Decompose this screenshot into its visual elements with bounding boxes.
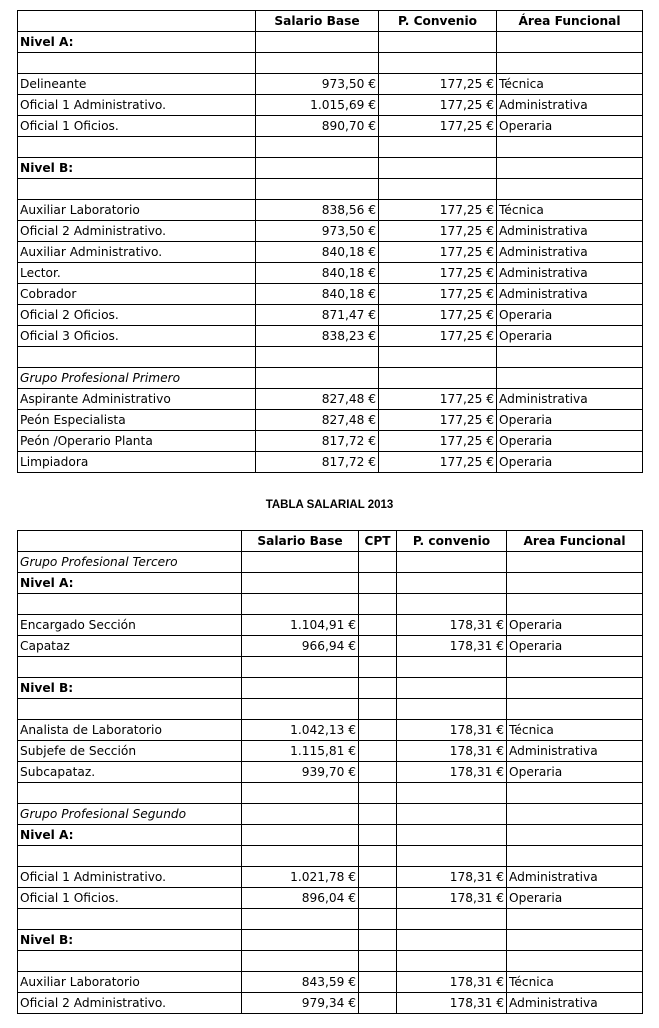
empty-cell [507, 825, 643, 846]
group-label: Grupo Profesional Tercero [18, 552, 242, 573]
spacer-row [18, 53, 643, 74]
empty-cell [507, 930, 643, 951]
table-row [18, 431, 643, 452]
base-salary-cell: 843,59 € [242, 972, 359, 993]
table-row [18, 720, 643, 741]
table-row [18, 993, 643, 1014]
empty-cell [507, 594, 643, 615]
table-row [18, 615, 643, 636]
spacer-row [18, 909, 643, 930]
empty-cell [379, 347, 497, 368]
table-row [18, 74, 643, 95]
table-row [18, 452, 643, 473]
spacer-row [18, 846, 643, 867]
empty-cell [359, 657, 397, 678]
spacer-row [18, 594, 643, 615]
agreement-bonus-cell: 177,25 € [379, 431, 497, 452]
level-label: Nivel B: [18, 930, 242, 951]
cpt-cell [359, 636, 397, 657]
column-header: Salario Base [242, 531, 359, 552]
empty-cell [507, 846, 643, 867]
functional-area-cell: Operaria [497, 452, 643, 473]
empty-cell [497, 53, 643, 74]
empty-cell [18, 137, 256, 158]
empty-cell [507, 951, 643, 972]
empty-cell [507, 783, 643, 804]
level-header-row [18, 158, 643, 179]
agreement-bonus-cell: 178,31 € [397, 720, 507, 741]
base-salary-cell: 1.021,78 € [242, 867, 359, 888]
agreement-bonus-cell: 178,31 € [397, 993, 507, 1014]
empty-cell [18, 179, 256, 200]
functional-area-cell: Técnica [497, 200, 643, 221]
base-salary-cell: 896,04 € [242, 888, 359, 909]
empty-cell [256, 179, 379, 200]
empty-cell [359, 825, 397, 846]
table-row [18, 200, 643, 221]
table-row [18, 305, 643, 326]
empty-cell [397, 783, 507, 804]
job-title-cell: Oficial 3 Oficios. [18, 326, 256, 347]
empty-cell [359, 573, 397, 594]
empty-cell [397, 594, 507, 615]
agreement-bonus-cell: 177,25 € [379, 116, 497, 137]
empty-cell [18, 909, 242, 930]
empty-cell [242, 783, 359, 804]
table-row [18, 326, 643, 347]
salary-table-2013 [17, 530, 643, 1014]
agreement-bonus-cell: 177,25 € [379, 452, 497, 473]
group-header-row [18, 552, 643, 573]
level-header-row [18, 573, 643, 594]
base-salary-cell: 840,18 € [256, 284, 379, 305]
functional-area-cell: Operaria [507, 762, 643, 783]
header-row [18, 11, 643, 32]
agreement-bonus-cell: 178,31 € [397, 762, 507, 783]
empty-cell [507, 573, 643, 594]
job-title-cell: Analista de Laboratorio [18, 720, 242, 741]
empty-cell [497, 347, 643, 368]
cpt-cell [359, 867, 397, 888]
level-label: Nivel A: [18, 825, 242, 846]
spacer-row [18, 783, 643, 804]
job-title-cell: Auxiliar Laboratorio [18, 972, 242, 993]
empty-cell [18, 594, 242, 615]
job-title-cell: Capataz [18, 636, 242, 657]
functional-area-cell: Administrativa [507, 741, 643, 762]
agreement-bonus-cell: 178,31 € [397, 741, 507, 762]
empty-cell [18, 951, 242, 972]
base-salary-cell: 973,50 € [256, 74, 379, 95]
empty-cell [507, 909, 643, 930]
empty-cell [397, 930, 507, 951]
job-title-cell: Subjefe de Sección [18, 741, 242, 762]
empty-cell [242, 699, 359, 720]
base-salary-cell: 838,23 € [256, 326, 379, 347]
job-title-cell: Peón /Operario Planta [18, 431, 256, 452]
empty-cell [397, 552, 507, 573]
cpt-cell [359, 888, 397, 909]
empty-cell [397, 951, 507, 972]
empty-cell [379, 53, 497, 74]
column-header [18, 531, 242, 552]
level-header-row [18, 930, 643, 951]
functional-area-cell: Operaria [497, 326, 643, 347]
job-title-cell: Limpiadora [18, 452, 256, 473]
base-salary-cell: 973,50 € [256, 221, 379, 242]
functional-area-cell: Técnica [507, 720, 643, 741]
agreement-bonus-cell: 177,25 € [379, 95, 497, 116]
agreement-bonus-cell: 177,25 € [379, 263, 497, 284]
group-label: Grupo Profesional Primero [18, 368, 256, 389]
job-title-cell: Oficial 2 Administrativo. [18, 993, 242, 1014]
empty-cell [242, 594, 359, 615]
empty-cell [256, 347, 379, 368]
cpt-cell [359, 993, 397, 1014]
empty-cell [242, 846, 359, 867]
functional-area-cell: Operaria [497, 431, 643, 452]
agreement-bonus-cell: 177,25 € [379, 242, 497, 263]
agreement-bonus-cell: 178,31 € [397, 867, 507, 888]
empty-cell [18, 699, 242, 720]
functional-area-cell: Administrativa [497, 95, 643, 116]
empty-cell [359, 804, 397, 825]
cpt-cell [359, 615, 397, 636]
empty-cell [379, 179, 497, 200]
empty-cell [397, 909, 507, 930]
level-label: Nivel A: [18, 573, 242, 594]
cpt-cell [359, 762, 397, 783]
job-title-cell: Encargado Sección [18, 615, 242, 636]
functional-area-cell: Administrativa [497, 263, 643, 284]
group-header-row [18, 804, 643, 825]
base-salary-cell: 1.042,13 € [242, 720, 359, 741]
agreement-bonus-cell: 177,25 € [379, 326, 497, 347]
column-header [18, 11, 256, 32]
spacer-row [18, 699, 643, 720]
functional-area-cell: Operaria [497, 305, 643, 326]
job-title-cell: Lector. [18, 263, 256, 284]
spacer-row [18, 347, 643, 368]
level-label: Nivel B: [18, 678, 242, 699]
agreement-bonus-cell: 178,31 € [397, 615, 507, 636]
spacer-row [18, 137, 643, 158]
table-row [18, 410, 643, 431]
table-row [18, 741, 643, 762]
empty-cell [242, 573, 359, 594]
functional-area-cell: Técnica [497, 74, 643, 95]
agreement-bonus-cell: 177,25 € [379, 284, 497, 305]
table-row [18, 888, 643, 909]
header-row [18, 531, 643, 552]
empty-cell [507, 804, 643, 825]
empty-cell [507, 699, 643, 720]
agreement-bonus-cell: 177,25 € [379, 389, 497, 410]
level-header-row [18, 678, 643, 699]
empty-cell [497, 368, 643, 389]
empty-cell [18, 783, 242, 804]
empty-cell [256, 158, 379, 179]
empty-cell [397, 804, 507, 825]
base-salary-cell: 1.104,91 € [242, 615, 359, 636]
functional-area-cell: Técnica [507, 972, 643, 993]
job-title-cell: Delineante [18, 74, 256, 95]
salary-table-2013-title: TABLA SALARIAL 2013 [265, 499, 394, 511]
empty-cell [18, 846, 242, 867]
column-header: Area Funcional [507, 531, 643, 552]
agreement-bonus-cell: 178,31 € [397, 972, 507, 993]
cpt-cell [359, 972, 397, 993]
empty-cell [507, 657, 643, 678]
table-row [18, 972, 643, 993]
empty-cell [18, 657, 242, 678]
table-row [18, 221, 643, 242]
level-header-row [18, 32, 643, 53]
level-header-row [18, 825, 643, 846]
base-salary-cell: 827,48 € [256, 389, 379, 410]
empty-cell [242, 909, 359, 930]
empty-cell [379, 158, 497, 179]
empty-cell [18, 53, 256, 74]
empty-cell [256, 137, 379, 158]
functional-area-cell: Administrativa [507, 993, 643, 1014]
base-salary-cell: 817,72 € [256, 431, 379, 452]
column-header: CPT [359, 531, 397, 552]
table-row [18, 116, 643, 137]
empty-cell [359, 678, 397, 699]
empty-cell [507, 552, 643, 573]
column-header: Área Funcional [497, 11, 643, 32]
functional-area-cell: Administrativa [497, 221, 643, 242]
empty-cell [359, 783, 397, 804]
empty-cell [497, 158, 643, 179]
empty-cell [242, 804, 359, 825]
empty-cell [497, 32, 643, 53]
table-row [18, 284, 643, 305]
empty-cell [397, 573, 507, 594]
agreement-bonus-cell: 177,25 € [379, 410, 497, 431]
table-row [18, 95, 643, 116]
column-header: Salario Base [256, 11, 379, 32]
empty-cell [397, 699, 507, 720]
job-title-cell: Aspirante Administrativo [18, 389, 256, 410]
table-row [18, 242, 643, 263]
table-row [18, 867, 643, 888]
empty-cell [359, 594, 397, 615]
functional-area-cell: Operaria [507, 888, 643, 909]
spacer-row [18, 951, 643, 972]
empty-cell [359, 552, 397, 573]
job-title-cell: Oficial 1 Oficios. [18, 116, 256, 137]
job-title-cell: Oficial 1 Administrativo. [18, 867, 242, 888]
empty-cell [379, 32, 497, 53]
empty-cell [497, 179, 643, 200]
empty-cell [242, 657, 359, 678]
empty-cell [256, 368, 379, 389]
empty-cell [397, 846, 507, 867]
job-title-cell: Oficial 1 Administrativo. [18, 95, 256, 116]
base-salary-cell: 890,70 € [256, 116, 379, 137]
empty-cell [359, 930, 397, 951]
empty-cell [379, 137, 497, 158]
job-title-cell: Peón Especialista [18, 410, 256, 431]
empty-cell [497, 137, 643, 158]
empty-cell [397, 678, 507, 699]
functional-area-cell: Administrativa [497, 284, 643, 305]
empty-cell [507, 678, 643, 699]
job-title-cell: Oficial 2 Oficios. [18, 305, 256, 326]
functional-area-cell: Operaria [507, 615, 643, 636]
empty-cell [242, 678, 359, 699]
functional-area-cell: Administrativa [507, 867, 643, 888]
agreement-bonus-cell: 178,31 € [397, 888, 507, 909]
empty-cell [256, 32, 379, 53]
group-label: Grupo Profesional Segundo [18, 804, 242, 825]
table-row [18, 636, 643, 657]
base-salary-cell: 871,47 € [256, 305, 379, 326]
base-salary-cell: 817,72 € [256, 452, 379, 473]
empty-cell [242, 552, 359, 573]
level-label: Nivel A: [18, 32, 256, 53]
job-title-cell: Oficial 1 Oficios. [18, 888, 242, 909]
level-label: Nivel B: [18, 158, 256, 179]
base-salary-cell: 966,94 € [242, 636, 359, 657]
functional-area-cell: Operaria [497, 410, 643, 431]
table-row [18, 389, 643, 410]
empty-cell [242, 951, 359, 972]
functional-area-cell: Administrativa [497, 242, 643, 263]
empty-cell [18, 347, 256, 368]
job-title-cell: Oficial 2 Administrativo. [18, 221, 256, 242]
empty-cell [359, 951, 397, 972]
base-salary-cell: 1.015,69 € [256, 95, 379, 116]
empty-cell [359, 699, 397, 720]
empty-cell [242, 930, 359, 951]
table-row [18, 762, 643, 783]
functional-area-cell: Operaria [507, 636, 643, 657]
empty-cell [242, 825, 359, 846]
agreement-bonus-cell: 177,25 € [379, 74, 497, 95]
group-header-row [18, 368, 643, 389]
base-salary-cell: 840,18 € [256, 242, 379, 263]
agreement-bonus-cell: 177,25 € [379, 305, 497, 326]
cpt-cell [359, 720, 397, 741]
base-salary-cell: 939,70 € [242, 762, 359, 783]
empty-cell [397, 657, 507, 678]
spacer-row [18, 657, 643, 678]
functional-area-cell: Operaria [497, 116, 643, 137]
job-title-cell: Auxiliar Laboratorio [18, 200, 256, 221]
empty-cell [397, 825, 507, 846]
empty-cell [379, 368, 497, 389]
base-salary-cell: 827,48 € [256, 410, 379, 431]
base-salary-cell: 979,34 € [242, 993, 359, 1014]
cpt-cell [359, 741, 397, 762]
column-header: P. Convenio [379, 11, 497, 32]
agreement-bonus-cell: 178,31 € [397, 636, 507, 657]
job-title-cell: Subcapataz. [18, 762, 242, 783]
salary-table-1 [17, 10, 643, 473]
agreement-bonus-cell: 177,25 € [379, 200, 497, 221]
job-title-cell: Auxiliar Administrativo. [18, 242, 256, 263]
base-salary-cell: 840,18 € [256, 263, 379, 284]
base-salary-cell: 838,56 € [256, 200, 379, 221]
spacer-row [18, 179, 643, 200]
column-header: P. convenio [397, 531, 507, 552]
table-row [18, 263, 643, 284]
agreement-bonus-cell: 177,25 € [379, 221, 497, 242]
empty-cell [359, 846, 397, 867]
functional-area-cell: Administrativa [497, 389, 643, 410]
job-title-cell: Cobrador [18, 284, 256, 305]
empty-cell [359, 909, 397, 930]
base-salary-cell: 1.115,81 € [242, 741, 359, 762]
empty-cell [256, 53, 379, 74]
